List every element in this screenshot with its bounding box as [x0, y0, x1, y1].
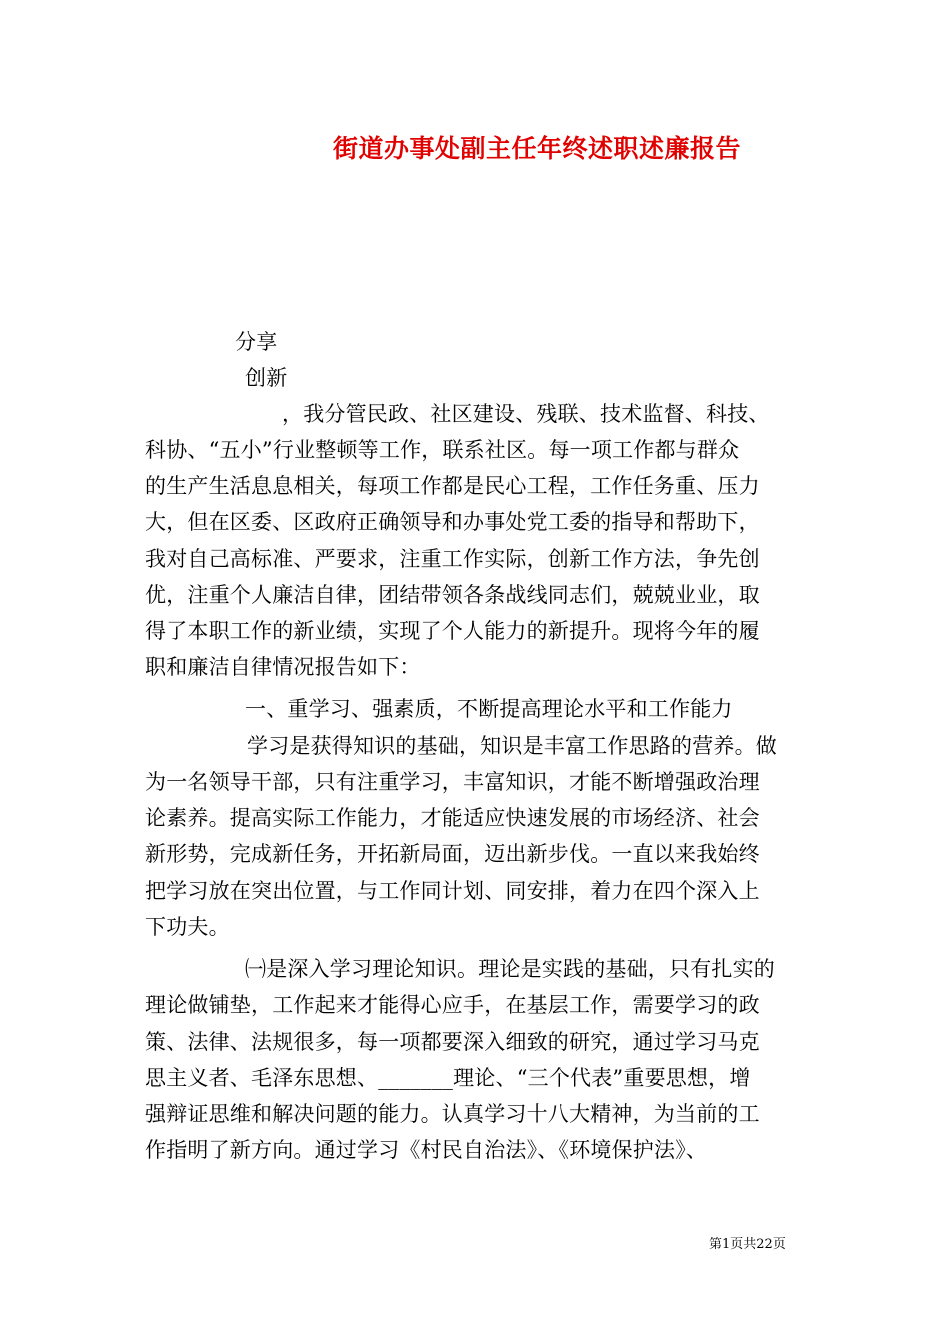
- section-heading: 一、重学习、强素质，不断提高理论水平和工作能力: [245, 697, 733, 721]
- body-line: ㈠是深入学习理论知识。理论是实践的基础，只有扎实的: [245, 957, 775, 981]
- body-line: 的生产生活息息相关，每项工作都是民心工程，工作任务重、压力: [145, 474, 760, 498]
- body-line: 优，注重个人廉洁自律，团结带领各条战线同志们，兢兢业业，取: [145, 583, 760, 607]
- heading-share: 分享: [235, 330, 278, 354]
- body-line: 职和廉洁自律情况报告如下：: [145, 655, 421, 679]
- body-line: ，我分管民政、社区建设、残联、技术监督、科技、: [282, 402, 770, 426]
- body-line: 思主义者、毛泽东思想、_______理论、“三个代表”重要思想，增: [145, 1066, 751, 1090]
- body-line: 科协、“五小”行业整顿等工作，联系社区。每一项工作都与群众: [145, 438, 740, 462]
- body-line: 策、法律、法规很多，每一项都要深入细致的研究，通过学习马克: [145, 1030, 760, 1054]
- body-line: 得了本职工作的新业绩，实现了个人能力的新提升。现将今年的履: [145, 619, 760, 643]
- body-line: 学习是获得知识的基础，知识是丰富工作思路的营养。做: [247, 734, 777, 758]
- body-line: 我对自己高标准、严要求，注重工作实际，创新工作方法，争先创: [145, 547, 760, 571]
- body-line: 论素养。提高实际工作能力，才能适应快速发展的市场经济、社会: [145, 806, 760, 830]
- body-line: 理论做铺垫，工作起来才能得心应手，在基层工作，需要学习的政: [145, 993, 760, 1017]
- body-line: 为一名领导干部，只有注重学习，丰富知识，才能不断增强政治理: [145, 770, 760, 794]
- body-line: 作指明了新方向。通过学习《村民自治法》、《环境保护法》、: [145, 1138, 708, 1162]
- page-number-footer: 第1页共22页: [709, 1237, 786, 1252]
- body-line: 大，但在区委、区政府正确领导和办事处党工委的指导和帮助下，: [145, 510, 760, 534]
- document-title: 街道办事处副主任年终述职述廉报告: [333, 134, 742, 163]
- body-line: 强辩证思维和解决问题的能力。认真学习十八大精神，为当前的工: [145, 1102, 760, 1126]
- body-line: 把学习放在突出位置，与工作同计划、同安排，着力在四个深入上: [145, 879, 760, 903]
- heading-innovate: 创新: [245, 366, 288, 390]
- body-line: 下功夫。: [145, 915, 230, 939]
- body-line: 新形势，完成新任务，开拓新局面，迈出新步伐。一直以来我始终: [145, 842, 760, 866]
